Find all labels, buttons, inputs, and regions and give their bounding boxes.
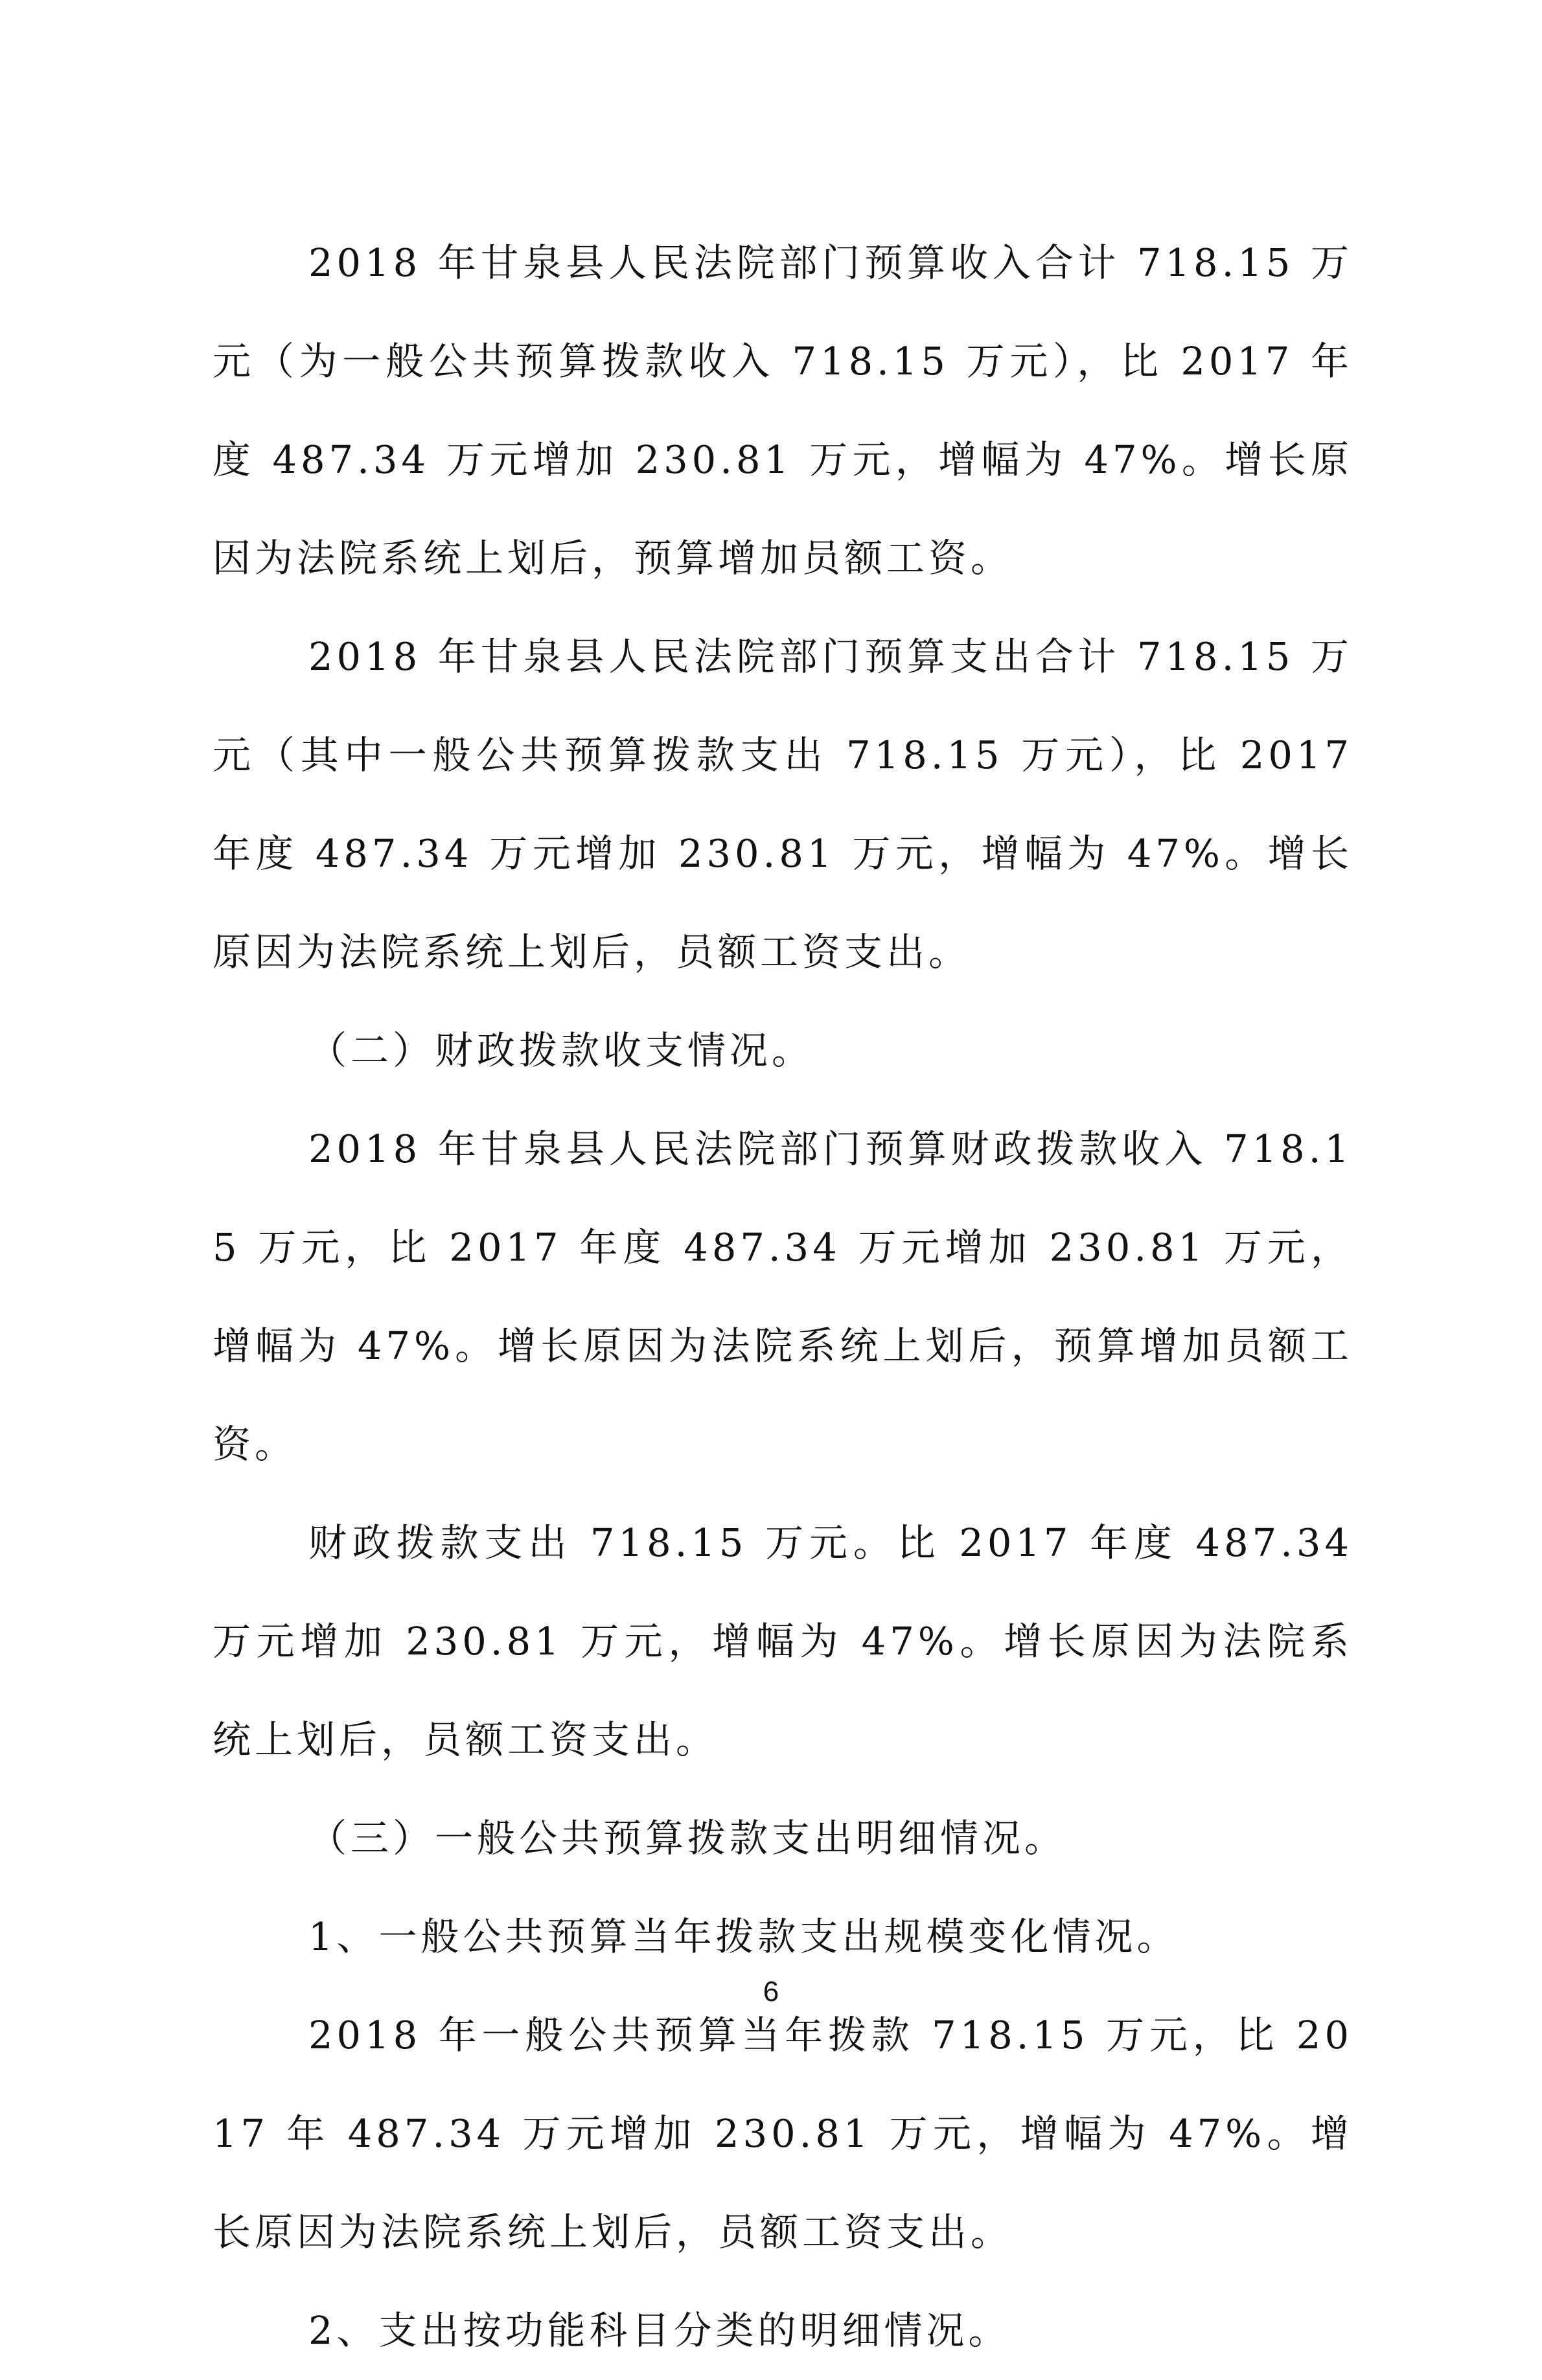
paragraph-current-year-appropriation: 2018 年一般公共预算当年拨款 718.15 万元，比 2017 年 487.34 万元增加 230.81 万元，增幅为 47%。增长原因为法院系统上划后，员额工资支出。 (213, 2013, 1353, 2254)
paragraph-fiscal-income: 2018 年甘泉县人民法院部门预算财政拨款收入 718.15 万元，比 2017 年度 487.34 万元增加 230.81 万元，增幅为 47%。增长原因为法院系统上划后，预算增加员额工资。 (213, 1127, 1353, 1467)
subheading-functional-classification: 2、支出按功能科目分类的明细情况。 (308, 2308, 1011, 2353)
section-heading-general-budget-detail: （三）一般公共预算拨款支出明细情况。 (308, 1816, 1067, 1860)
section-heading-fiscal-appropriation: （二）财政拨款收支情况。 (308, 1028, 814, 1073)
paragraph-budget-income: 2018 年甘泉县人民法院部门预算收入合计 718.15 万元（为一般公共预算拨款收入 718.15 万元），比 2017 年度 487.34 万元增加 230.81 万元，增幅为 47%。增长原因为法院系统上划后，预算增加员额工资。 (213, 240, 1353, 580)
page-number: 6 (763, 1976, 779, 2008)
paragraph-fiscal-expenditure: 财政拨款支出 718.15 万元。比 2017 年度 487.34 万元增加 230.81 万元，增幅为 47%。增长原因为法院系统上划后，员额工资支出。 (213, 1520, 1353, 1762)
document-body (213, 214, 1353, 2380)
subheading-scale-change: 1、一般公共预算当年拨款支出规模变化情况。 (308, 1914, 1179, 1959)
paragraph-budget-expenditure: 2018 年甘泉县人民法院部门预算支出合计 718.15 万元（其中一般公共预算拨款支出 718.15 万元），比 2017 年度 487.34 万元增加 230.81 万元，增幅为 47%。增长原因为法院系统上划后，员额工资支出。 (213, 634, 1353, 974)
